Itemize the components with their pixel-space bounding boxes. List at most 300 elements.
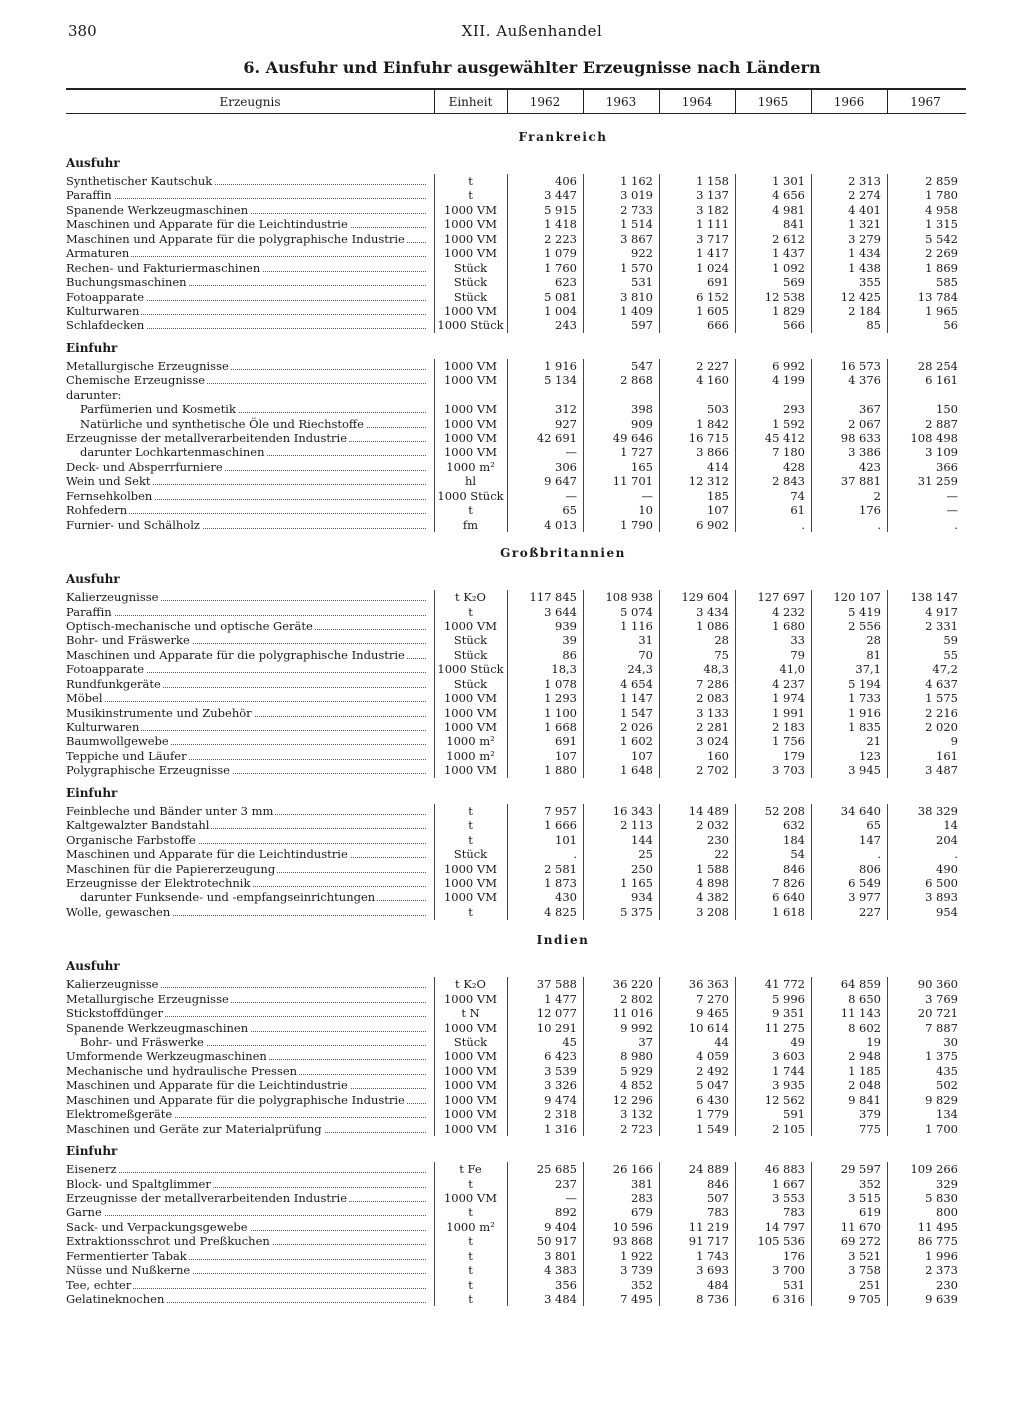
value-cell-1964: 75 (714, 647, 729, 662)
product-name: Stickstoffdünger (66, 1006, 164, 1021)
table-row (66, 1234, 966, 1248)
country-heading: Frankreich (518, 130, 608, 144)
value-cell-1964: 691 (707, 275, 729, 290)
value-cell-1965: 49 (790, 1035, 805, 1049)
value-cell-1964: 503 (707, 402, 729, 417)
value-cell-1966: 379 (859, 1107, 881, 1122)
value-cell-1964: 10 614 (688, 1020, 729, 1035)
value-cell-1962: 939 (555, 618, 577, 633)
value-cell-1966: 11 670 (840, 1219, 881, 1234)
column-rule (735, 1162, 736, 1306)
value-cell-1966: . (877, 847, 881, 862)
value-cell-1963: 36 220 (612, 977, 653, 992)
product-name-cell (66, 1220, 434, 1234)
column-rule (507, 1162, 508, 1306)
value-cell-1966: 2 274 (848, 188, 881, 203)
product-name-cell (66, 1292, 434, 1306)
value-cell-1965: 52 208 (764, 803, 805, 818)
value-cell-1962: 50 917 (536, 1234, 577, 1249)
value-cell-1962: 5 915 (544, 202, 577, 217)
value-cell-1966: 37 881 (840, 474, 881, 489)
value-cell-1965: 2 183 (772, 720, 805, 734)
value-cell-1963: 1 570 (620, 260, 653, 275)
value-cell-1964: 414 (707, 459, 729, 474)
product-name-cell (66, 217, 434, 231)
value-cell-1966: 1 438 (848, 260, 881, 275)
value-cell-1962: 3 326 (544, 1078, 577, 1093)
value-cell-1965: 4 656 (772, 188, 805, 203)
value-cell-1967: 2 331 (925, 618, 958, 633)
value-cell-1964: 2 702 (696, 763, 729, 778)
value-cell-1964: 185 (707, 488, 729, 503)
value-cell-1966: 85 (866, 318, 881, 333)
product-name: Paraffin (66, 188, 112, 203)
product-name-cell (66, 1093, 434, 1107)
value-cell-1965: 1 744 (772, 1063, 805, 1078)
unit-cell: Stück (453, 289, 488, 304)
table-row (66, 1205, 966, 1219)
value-cell-1963: 1 409 (620, 303, 653, 318)
product-name: Bohr- und Fräswerke (66, 1035, 206, 1049)
value-cell-1962: 9 404 (544, 1219, 577, 1234)
product-name-cell (66, 720, 434, 734)
product-name: Extraktionsschrot und Preßkuchen (66, 1234, 270, 1249)
product-name-cell (66, 402, 434, 416)
column-rule (811, 804, 812, 920)
product-name: Schlafdecken (66, 318, 145, 333)
table-row (66, 1191, 966, 1205)
value-cell-1967: 20 721 (917, 1006, 958, 1021)
value-cell-1967: 6 500 (925, 875, 958, 890)
value-cell-1966: 775 (859, 1121, 881, 1136)
unit-cell: t (468, 832, 473, 847)
product-name: Umformende Werkzeugmaschinen (66, 1049, 267, 1064)
value-cell-1964: 783 (707, 1205, 729, 1220)
value-cell-1966: 3 386 (848, 445, 881, 460)
value-cell-1965: 3 603 (772, 1049, 805, 1064)
value-cell-1963: — (641, 488, 653, 503)
value-cell-1967: 230 (936, 1277, 958, 1292)
value-cell-1963: 1 147 (620, 691, 653, 706)
value-cell-1963: 49 646 (612, 431, 653, 445)
value-cell-1963: 283 (631, 1190, 653, 1205)
product-name: Paraffin (66, 604, 112, 619)
value-cell-1962: 1 079 (544, 246, 577, 261)
table-row (66, 977, 966, 991)
product-name: Baumwollgewebe (66, 734, 169, 749)
value-cell-1967: 4 917 (925, 604, 958, 619)
value-cell-1962: 3 484 (544, 1292, 577, 1306)
data-block (66, 804, 966, 920)
value-cell-1964: 44 (714, 1035, 729, 1049)
value-cell-1962: 25 685 (536, 1162, 577, 1177)
value-cell-1966: 2 (873, 488, 881, 503)
value-cell-1966: . (877, 517, 881, 532)
value-cell-1967: 2 020 (925, 720, 958, 734)
value-cell-1963: 108 938 (605, 590, 653, 605)
product-name: Chemische Erzeugnisse (66, 373, 206, 388)
product-name: Rohfedern (66, 503, 128, 518)
value-cell-1964: 1 024 (696, 260, 729, 275)
header-year-1966: 1966 (833, 95, 865, 109)
value-cell-1965: 4 981 (772, 202, 805, 217)
value-cell-1965: 41 772 (764, 977, 805, 992)
value-cell-1965: 841 (783, 217, 805, 232)
value-cell-1964: 1 588 (696, 861, 729, 876)
table-row (66, 518, 966, 532)
value-cell-1962: 1 873 (544, 875, 577, 890)
product-name-cell (66, 373, 434, 387)
value-cell-1966: 619 (859, 1205, 881, 1220)
value-cell-1962: 5 134 (544, 373, 577, 388)
column-rule (583, 1162, 584, 1306)
value-cell-1966: 367 (859, 402, 881, 417)
value-cell-1965: 531 (783, 1277, 805, 1292)
product-name: Rechen- und Fakturiermaschinen (66, 260, 261, 275)
value-cell-1966: 3 945 (848, 763, 881, 778)
product-name: Eisenerz (66, 1162, 117, 1177)
value-cell-1967: 204 (936, 832, 958, 847)
header-divider (811, 89, 812, 113)
value-cell-1966: 4 376 (848, 373, 881, 388)
value-cell-1963: 12 296 (612, 1092, 653, 1107)
product-name-cell (66, 677, 434, 691)
value-cell-1964: 1 779 (696, 1107, 729, 1122)
header-divider (583, 89, 584, 113)
value-cell-1962: 1 418 (544, 217, 577, 232)
value-cell-1964: 11 219 (688, 1219, 729, 1234)
value-cell-1963: 25 (638, 847, 653, 862)
value-cell-1964: 4 059 (696, 1049, 729, 1064)
column-rule (583, 359, 584, 532)
unit-cell: 1000 VM (443, 246, 497, 261)
value-cell-1963: 3 810 (620, 289, 653, 304)
unit-cell: 1000 m² (446, 748, 495, 763)
value-cell-1965: 2 612 (772, 231, 805, 246)
unit-cell: Stück (453, 275, 488, 290)
value-cell-1967: 47,2 (932, 662, 958, 677)
column-rule (887, 1162, 888, 1306)
value-cell-1963: 250 (631, 861, 653, 876)
unit-cell: 1000 Stück (437, 488, 504, 503)
unit-cell: 1000 VM (443, 445, 497, 460)
value-cell-1967: 90 360 (917, 977, 958, 992)
country-heading: Großbritannien (500, 546, 626, 561)
value-cell-1962: 45 (562, 1035, 577, 1049)
header-unit: Einheit (448, 95, 493, 109)
table-row (66, 1249, 966, 1263)
product-name-cell (66, 246, 434, 260)
data-block (66, 359, 966, 532)
value-cell-1964: 3 866 (696, 445, 729, 460)
unit-cell: 1000 VM (443, 1092, 497, 1107)
value-cell-1964: 1 549 (696, 1121, 729, 1136)
table-row (66, 1263, 966, 1277)
table-row (66, 246, 966, 260)
header-year-1967: 1967 (910, 95, 941, 109)
column-rule (811, 1162, 812, 1306)
value-cell-1963: 679 (631, 1205, 653, 1220)
value-cell-1965: 5 996 (772, 991, 805, 1006)
rule-top (66, 88, 966, 90)
value-cell-1964: 507 (707, 1190, 729, 1205)
value-cell-1964: 24 889 (688, 1162, 729, 1177)
unit-cell: 1000 VM (443, 1063, 497, 1078)
value-cell-1963: 352 (631, 1277, 653, 1292)
column-rule (434, 804, 435, 920)
product-name-cell (66, 1205, 434, 1219)
value-cell-1963: 2 868 (620, 373, 653, 388)
value-cell-1964: 846 (707, 1176, 729, 1191)
product-name-cell (66, 275, 434, 289)
product-name-cell (66, 304, 434, 318)
value-cell-1966: 2 313 (848, 174, 881, 188)
value-cell-1966: 37,1 (855, 662, 881, 677)
value-cell-1964: 4 898 (696, 875, 729, 890)
value-cell-1964: 1 158 (696, 174, 729, 188)
table-title: 6. Ausfuhr und Einfuhr ausgewählter Erzeugnisse nach Ländern (243, 58, 821, 77)
value-cell-1964: 36 363 (688, 977, 729, 992)
value-cell-1964: 3 133 (696, 705, 729, 720)
unit-cell: 1000 VM (443, 217, 497, 232)
value-cell-1962: 1 078 (544, 676, 577, 691)
value-cell-1963: 10 596 (612, 1219, 653, 1234)
product-name-cell (66, 1249, 434, 1263)
value-cell-1965: 41,0 (779, 662, 805, 677)
value-cell-1962: 3 539 (544, 1063, 577, 1078)
value-cell-1962: 37 588 (536, 977, 577, 992)
product-name-cell (66, 763, 434, 777)
unit-cell: t (468, 1292, 473, 1306)
unit-cell: 1000 VM (443, 1020, 497, 1035)
product-name: Erzeugnisse der Elektrotechnik (66, 875, 251, 890)
product-name-cell (66, 203, 434, 217)
value-cell-1965: 3 935 (772, 1078, 805, 1093)
product-name: Musikinstrumente und Zubehör (66, 705, 252, 720)
header-divider (507, 89, 508, 113)
unit-cell: 1000 VM (443, 303, 497, 318)
value-cell-1963: 1 162 (620, 174, 653, 188)
table-row (66, 1049, 966, 1063)
value-cell-1967: 366 (936, 459, 958, 474)
value-cell-1964: 48,3 (703, 662, 729, 677)
value-cell-1963: 5 074 (620, 604, 653, 619)
value-cell-1967: . (954, 847, 958, 862)
value-cell-1964: 4 160 (696, 373, 729, 388)
unit-cell: t (468, 818, 473, 833)
value-cell-1962: — (565, 488, 577, 503)
dot-leader (66, 605, 426, 616)
product-name-cell (66, 633, 434, 647)
unit-cell: 1000 VM (443, 691, 497, 706)
value-cell-1964: 7 286 (696, 676, 729, 691)
value-cell-1964: 3 693 (696, 1263, 729, 1278)
value-cell-1966: 1 185 (848, 1063, 881, 1078)
value-cell-1966: 64 859 (840, 977, 881, 992)
table-row (66, 445, 966, 459)
table-row (66, 890, 966, 904)
unit-cell: t (468, 188, 473, 203)
product-name-cell (66, 605, 434, 619)
value-cell-1966: 34 640 (840, 803, 881, 818)
value-cell-1967: — (946, 503, 958, 518)
product-name: Metallurgische Erzeugnisse (66, 991, 229, 1006)
header-divider (434, 89, 435, 113)
value-cell-1967: 6 161 (925, 373, 958, 388)
value-cell-1966: 12 425 (840, 289, 881, 304)
column-rule (659, 977, 660, 1136)
unit-cell: Stück (453, 847, 488, 862)
value-cell-1967: 4 958 (925, 202, 958, 217)
table-row (66, 1220, 966, 1234)
value-cell-1967: 38 329 (917, 803, 958, 818)
value-cell-1963: 3 132 (620, 1107, 653, 1122)
value-cell-1965: 6 992 (772, 358, 805, 373)
product-name: Natürliche und synthetische Öle und Riechstoffe (66, 417, 366, 431)
product-name-cell (66, 662, 434, 676)
value-cell-1963: 4 852 (620, 1078, 653, 1093)
value-cell-1967: 134 (936, 1107, 958, 1122)
value-cell-1966: 227 (859, 904, 881, 919)
product-name-cell (66, 734, 434, 748)
value-cell-1962: 237 (555, 1176, 577, 1191)
column-rule (434, 174, 435, 333)
value-cell-1964: 7 270 (696, 991, 729, 1006)
data-block (66, 977, 966, 1136)
unit-cell: t (468, 503, 473, 518)
column-rule (811, 359, 812, 532)
product-name-cell (66, 1006, 434, 1020)
product-name-cell (66, 833, 434, 847)
column-rule (583, 804, 584, 920)
product-name-cell (66, 1021, 434, 1035)
unit-cell: 1000 VM (443, 1078, 497, 1093)
column-rule (507, 359, 508, 532)
value-cell-1962: 42 691 (536, 431, 577, 445)
column-rule (659, 804, 660, 920)
product-name: Tee, echter (66, 1277, 132, 1292)
value-cell-1962: 312 (555, 402, 577, 417)
dot-leader (66, 691, 426, 702)
product-name-cell (66, 862, 434, 876)
product-name: Spanende Werkzeugmaschinen (66, 202, 249, 217)
value-cell-1965: 1 092 (772, 260, 805, 275)
product-name-cell (66, 318, 434, 332)
value-cell-1967: 5 830 (925, 1190, 958, 1205)
value-cell-1962: 39 (562, 633, 577, 648)
value-cell-1967: 138 147 (910, 590, 958, 605)
value-cell-1963: 1 790 (620, 517, 653, 532)
page-number: 380 (68, 22, 97, 40)
value-cell-1966: 1 733 (848, 691, 881, 706)
product-name: Garne (66, 1205, 102, 1220)
table-row (66, 734, 966, 748)
value-cell-1963: 3 739 (620, 1263, 653, 1278)
product-name: Block- und Spaltglimmer (66, 1176, 211, 1191)
value-cell-1965: 79 (790, 647, 805, 662)
product-name: Deck- und Absperrfurniere (66, 459, 223, 474)
product-name-cell (66, 1177, 434, 1191)
value-cell-1965: 12 562 (764, 1092, 805, 1107)
value-cell-1967: 1 996 (925, 1248, 958, 1263)
value-cell-1963: 70 (638, 647, 653, 662)
unit-cell: t (468, 1263, 473, 1278)
value-cell-1963: 597 (631, 318, 653, 333)
value-cell-1966: 2 556 (848, 618, 881, 633)
table-row (66, 203, 966, 217)
value-cell-1963: 381 (631, 1176, 653, 1191)
value-cell-1962: 623 (555, 275, 577, 290)
column-rule (811, 174, 812, 333)
product-name-cell (66, 619, 434, 633)
unit-cell: 1000 VM (443, 875, 497, 890)
unit-cell: t (468, 174, 473, 188)
value-cell-1966: 1 916 (848, 705, 881, 720)
unit-cell: 1000 VM (443, 1121, 497, 1136)
table-row (66, 1107, 966, 1121)
value-cell-1967: 28 254 (917, 358, 958, 373)
value-cell-1963: 1 514 (620, 217, 653, 232)
unit-cell: t Fe (459, 1162, 482, 1177)
value-cell-1965: 7 180 (772, 445, 805, 460)
value-cell-1964: 2 492 (696, 1063, 729, 1078)
value-cell-1967: 435 (936, 1063, 958, 1078)
column-rule (583, 590, 584, 778)
value-cell-1966: 2 948 (848, 1049, 881, 1064)
value-cell-1967: 13 784 (917, 289, 958, 304)
value-cell-1966: 806 (859, 861, 881, 876)
value-cell-1964: 1 086 (696, 618, 729, 633)
unit-cell: Stück (453, 260, 488, 275)
product-name-cell (66, 890, 434, 904)
table-row (66, 359, 966, 373)
value-cell-1962: 6 423 (544, 1049, 577, 1064)
unit-cell: 1000 VM (443, 763, 497, 778)
value-cell-1963: 2 026 (620, 720, 653, 734)
product-name: darunter Funksende- und -empfangseinrichtungen (66, 890, 377, 904)
value-cell-1966: 147 (859, 832, 881, 847)
product-name-cell (66, 691, 434, 705)
product-name: Parfümerien und Kosmetik (66, 402, 238, 416)
value-cell-1963: 7 495 (620, 1292, 653, 1306)
table-row (66, 275, 966, 289)
value-cell-1964: 3 182 (696, 202, 729, 217)
value-cell-1967: 502 (936, 1078, 958, 1093)
value-cell-1964: 8 736 (696, 1292, 729, 1306)
product-name: Maschinen und Apparate für die polygraphische Industrie (66, 647, 405, 662)
value-cell-1967: 954 (936, 904, 958, 919)
value-cell-1965: 11 275 (764, 1020, 805, 1035)
product-name-cell (66, 518, 434, 532)
table-row (66, 318, 966, 332)
header-divider (735, 89, 736, 113)
value-cell-1962: 9 474 (544, 1092, 577, 1107)
value-cell-1962: 7 957 (544, 803, 577, 818)
value-cell-1966: 176 (859, 503, 881, 518)
unit-cell: t K₂O (455, 977, 486, 992)
value-cell-1964: 666 (707, 318, 729, 333)
table-row (66, 662, 966, 676)
column-rule (434, 359, 435, 532)
dot-leader (66, 188, 426, 199)
value-cell-1966: 1 321 (848, 217, 881, 232)
table-row (66, 876, 966, 890)
product-name: Gelatineknochen (66, 1292, 165, 1306)
value-cell-1967: 86 775 (917, 1234, 958, 1249)
value-cell-1966: 355 (859, 275, 881, 290)
column-rule (507, 977, 508, 1136)
value-cell-1964: 9 465 (696, 1006, 729, 1021)
